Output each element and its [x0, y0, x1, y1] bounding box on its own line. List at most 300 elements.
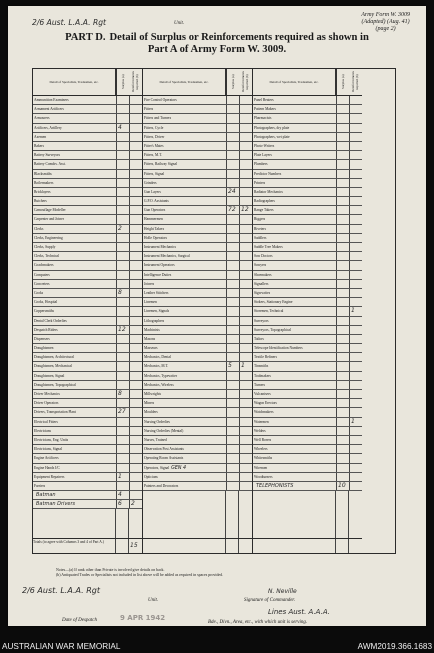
archive-caption: AUSTRALIAN WAR MEMORIAL [2, 642, 121, 651]
trade-name [143, 142, 227, 150]
surplus-value [337, 445, 350, 453]
trade-label: Saw Doctors [254, 254, 273, 259]
table-row [253, 234, 362, 243]
trade-label: Sawyers [254, 263, 267, 268]
reinforcement-value [130, 160, 142, 168]
trade-name [143, 298, 227, 306]
trade-name [143, 344, 227, 352]
trade-name [33, 335, 117, 343]
reinforcement-value [350, 124, 362, 132]
surplus-value [117, 344, 130, 352]
table-row [143, 372, 252, 381]
blank-cell [129, 509, 141, 538]
trade-name [33, 124, 117, 132]
reinforcement-value [350, 427, 362, 435]
trade-label: Instrument Mechanics, Surgical [144, 254, 190, 259]
reinforcement-value [240, 317, 252, 325]
reinforcement-value [240, 445, 252, 453]
surplus-value [227, 372, 240, 380]
table-row [143, 464, 252, 473]
trade-name [33, 225, 117, 233]
table-block-2 [143, 69, 253, 553]
trade-name [33, 142, 117, 150]
surplus-value [337, 372, 350, 380]
trade-label: Printers [254, 180, 266, 185]
surplus-value [117, 326, 130, 334]
blank-cell [116, 509, 129, 538]
trade-label: Textile Refiners [254, 355, 277, 360]
trade-name [143, 280, 227, 288]
reinforcement-value [350, 114, 362, 122]
table-row [143, 399, 252, 408]
surplus-value [227, 151, 240, 159]
trade-name [253, 234, 337, 242]
reinforcement-value [130, 271, 142, 279]
blank-cell [33, 509, 116, 538]
trade-label: Mechanics, Wireless [144, 382, 174, 387]
surplus-value [227, 326, 240, 334]
trade-name [253, 307, 337, 315]
reinforcement-value [240, 353, 252, 361]
reinforcement-value [350, 482, 362, 490]
reinforcement-value [130, 454, 142, 462]
reinforcement-value [130, 399, 142, 407]
trade-label: Pharmacists [254, 116, 272, 121]
surplus-value [117, 142, 130, 150]
trade-name [143, 381, 227, 389]
trade-name [143, 105, 227, 113]
trade-name [33, 151, 117, 159]
surplus-value [227, 335, 240, 343]
surplus-value [227, 170, 240, 178]
trade-name [143, 445, 227, 453]
table-row [33, 243, 142, 252]
trade-label: Fitters [144, 107, 154, 112]
table-row [253, 390, 362, 399]
trade-label: Concreters [34, 281, 50, 286]
table-row [33, 427, 142, 436]
reinforcement-value [350, 133, 362, 141]
surplus-value [227, 436, 240, 444]
trade-label: Wheelers [254, 447, 268, 452]
surplus-value [227, 353, 240, 361]
trade-name [143, 261, 227, 269]
trade-name [143, 482, 227, 490]
surplus-value [337, 298, 350, 306]
trade-label: Turners [254, 382, 266, 387]
header-reinforcements: Reinforcements required (b) [241, 71, 249, 93]
surplus-value [337, 142, 350, 150]
trade-label: Draughtsmen, Mechanical [34, 364, 72, 369]
surplus-number: 6 [118, 500, 122, 508]
table-row [33, 335, 142, 344]
surplus-value [337, 252, 350, 260]
header-surplus: Surplus (a) [336, 69, 349, 95]
trade-label: Draughtsmen, Architectural [34, 355, 74, 360]
table-row [253, 408, 362, 417]
table-row [253, 436, 362, 445]
trade-name [253, 206, 337, 214]
table-row [143, 436, 252, 445]
surplus-value [117, 271, 130, 279]
surplus-value [337, 206, 350, 214]
trade-name [143, 160, 227, 168]
trade-name [143, 427, 227, 435]
trade-label: Storemen, Technical [254, 309, 284, 314]
note-a: Notes—(a) If rank other than Private is involved give details on back. [56, 568, 165, 572]
surplus-value [227, 307, 240, 315]
reinforcement-value [130, 317, 142, 325]
table-row [253, 298, 362, 307]
trade-label: Farriers [34, 483, 46, 488]
reinforcement-value [130, 243, 142, 251]
table-row [143, 454, 252, 463]
table-row [143, 96, 252, 105]
trade-name [33, 418, 117, 426]
surplus-value [117, 473, 130, 481]
reinforcement-value [130, 362, 142, 370]
trade-name [253, 454, 337, 462]
reinforcement-value [130, 124, 142, 132]
trade-name [253, 390, 337, 398]
surplus-value [117, 179, 130, 187]
trade-name [253, 133, 337, 141]
header-surplus: Surplus (a) [226, 69, 239, 95]
table-row [33, 142, 142, 151]
reinforcement-value [350, 307, 362, 315]
surplus-value [337, 353, 350, 361]
reinforcement-value [350, 142, 362, 150]
table-row [253, 206, 362, 215]
surplus-value [117, 96, 130, 104]
reinforcement-value [350, 473, 362, 481]
reinforcement-value [240, 133, 252, 141]
reinforcement-value [240, 96, 252, 104]
trade-name [253, 344, 337, 352]
table-row [143, 170, 252, 179]
table-row [33, 289, 142, 298]
table-row [253, 344, 362, 353]
surplus-number: 24 [228, 187, 236, 195]
totals-reinforcements [349, 539, 361, 553]
totals-surplus [336, 539, 349, 553]
reinforcement-number: 1 [351, 417, 355, 425]
trade-name [143, 225, 227, 233]
table-row [143, 151, 252, 160]
trade-label: Height Takers [144, 226, 165, 231]
surplus-value [117, 206, 130, 214]
totals-reinforcements [129, 539, 141, 553]
table-row [143, 215, 252, 224]
trade-name [143, 96, 227, 104]
reinforcement-value [240, 179, 252, 187]
reinforcement-value [350, 252, 362, 260]
trade-label: Telescope Identification Numbers [254, 346, 303, 351]
trade-name [33, 252, 117, 260]
reinforcement-value [240, 252, 252, 260]
trade-label: Mechanics, Dental [144, 355, 171, 360]
table-row [33, 418, 142, 427]
blank-space [143, 491, 252, 538]
reinforcement-value [130, 307, 142, 315]
trade-name [33, 206, 117, 214]
surplus-value [337, 335, 350, 343]
trade-label: Electricians, Signal [34, 447, 62, 452]
trade-name [143, 215, 227, 223]
table-row [143, 445, 252, 454]
trade-label: Gun Operators [144, 208, 166, 213]
trade-label: Coachmakers [34, 263, 54, 268]
surplus-value [117, 500, 130, 508]
column-header-row [143, 69, 252, 96]
surplus-number: 10 [338, 481, 346, 489]
table-row [143, 252, 252, 261]
surplus-value [337, 170, 350, 178]
reinforcement-value [350, 454, 362, 462]
surplus-value [117, 390, 130, 398]
trade-name [253, 124, 337, 132]
surplus-value [337, 399, 350, 407]
part-label: PART D. [65, 32, 106, 43]
trade-name [143, 179, 227, 187]
totals-row [143, 538, 252, 553]
trade-name [33, 362, 117, 370]
surplus-value [227, 427, 240, 435]
surplus-value [227, 124, 240, 132]
trade-label: Ammunition Examiners [34, 98, 69, 102]
trade-name [33, 317, 117, 325]
trade-label: Well Borers [254, 437, 272, 442]
table-row [33, 105, 142, 114]
table-row [253, 482, 362, 491]
surplus-value [227, 105, 240, 113]
surplus-value [117, 105, 130, 113]
trade-name [253, 179, 337, 187]
table-row [253, 464, 362, 473]
table-row [143, 105, 252, 114]
title-line-2: Part A of Army Form W. 3009. [147, 44, 287, 55]
surplus-value [227, 418, 240, 426]
reinforcement-value [240, 188, 252, 196]
table-row [143, 317, 252, 326]
trade-name [143, 170, 227, 178]
table-row [253, 96, 362, 105]
trade-label: Despatch Riders [34, 327, 58, 332]
surplus-value [337, 390, 350, 398]
trade-name [143, 197, 227, 205]
surplus-value [337, 473, 350, 481]
totals-reinforcements [239, 539, 251, 553]
trade-label: Driver Mechanics [34, 392, 60, 396]
trade-label: Cooks, Hospital [34, 300, 58, 305]
surplus-value [337, 151, 350, 159]
trade-label: Woodturners [254, 474, 273, 479]
reinforcement-value [130, 206, 142, 214]
table-row [33, 160, 142, 169]
trade-name [253, 280, 337, 288]
table-row [33, 252, 142, 261]
trade-label: Shoemakers [254, 272, 272, 277]
trade-name [143, 234, 227, 242]
trade-label: Clerks [34, 226, 44, 231]
trade-name [143, 362, 227, 370]
reinforcement-value [130, 234, 142, 242]
table-row [33, 271, 142, 280]
surplus-number: 8 [118, 390, 122, 397]
trade-name [143, 408, 227, 416]
surplus-number: 2 [118, 224, 122, 232]
rows-col3 [253, 96, 362, 491]
reinforcement-value [240, 234, 252, 242]
trade-label: Fitters, Railway Signal [144, 162, 178, 167]
reinforcement-value [240, 170, 252, 178]
trade-label: Vulcanisers [254, 392, 271, 396]
trade-label: Photographers, wet plate [254, 134, 290, 139]
surplus-value [117, 418, 130, 426]
trade-label: Photographers, dry plate [254, 125, 290, 130]
table-row [33, 170, 142, 179]
trade-name [33, 188, 117, 196]
surplus-value [227, 298, 240, 306]
reinforcement-value [350, 317, 362, 325]
table-row [33, 188, 142, 197]
reinforcement-value [350, 151, 362, 159]
trade-name [33, 261, 117, 269]
rows-col1 [33, 96, 142, 509]
table-row [33, 399, 142, 408]
table-row [143, 114, 252, 123]
reinforcement-value [240, 326, 252, 334]
trade-name [143, 353, 227, 361]
table-row [143, 298, 252, 307]
table-row [253, 188, 362, 197]
trade-name [33, 160, 117, 168]
table-row [33, 482, 142, 491]
trade-name [33, 381, 117, 389]
trade-name [33, 445, 117, 453]
trade-label: Butchers [34, 199, 47, 204]
trade-name [253, 408, 337, 416]
table-row [33, 491, 142, 500]
table-row [253, 289, 362, 298]
surplus-value [227, 473, 240, 481]
reinforcement-value [130, 491, 142, 499]
surplus-value [117, 124, 130, 132]
date-stamp: 9 APR 1942 [120, 614, 166, 622]
reinforcement-value [350, 335, 362, 343]
surplus-value [117, 445, 130, 453]
surplus-value [227, 408, 240, 416]
surplus-value [337, 464, 350, 472]
header-reinforcements: Reinforcements required (b) [351, 71, 359, 93]
table-row [253, 252, 362, 261]
reinforcement-value [130, 170, 142, 178]
reinforcement-value [240, 408, 252, 416]
surplus-value [337, 261, 350, 269]
table-row [33, 390, 142, 399]
surplus-number: 4 [118, 491, 122, 499]
reinforcement-value [130, 427, 142, 435]
table-row [143, 179, 252, 188]
reinforcement-number: 2 [131, 500, 135, 508]
trade-label: Coppersmiths [34, 309, 54, 314]
table-row [33, 500, 142, 509]
trade-name [33, 399, 117, 407]
trade-label: Fitter's Mates [144, 143, 164, 148]
table-row [253, 307, 362, 316]
surplus-value [227, 390, 240, 398]
table-row [143, 482, 252, 491]
trade-label: Nursing Orderlies (Mental) [144, 428, 184, 433]
trade-label: Moulders [144, 410, 158, 415]
blank-cell [239, 491, 251, 538]
reinforcement-value [130, 280, 142, 288]
reinforcement-value [350, 399, 362, 407]
reinforcement-value [350, 289, 362, 297]
trade-name [33, 105, 117, 113]
reinforcement-value [240, 427, 252, 435]
blank-cell [336, 491, 349, 538]
table-row [33, 408, 142, 417]
trade-name [33, 491, 117, 499]
reinforcement-value [130, 197, 142, 205]
reinforcement-value [240, 271, 252, 279]
table-row [253, 197, 362, 206]
trade-name [253, 271, 337, 279]
reinforcement-value [240, 418, 252, 426]
table-row [143, 353, 252, 362]
trade-label: Pattern Makers [254, 107, 276, 112]
trade-label: Engine Hands I/C [34, 465, 60, 470]
surplus-value [337, 344, 350, 352]
reinforcement-value [240, 362, 252, 370]
totals-label [143, 539, 226, 553]
table-row [253, 124, 362, 133]
table-row [33, 280, 142, 289]
trade-name [143, 271, 227, 279]
surplus-value [227, 133, 240, 141]
form-title [8, 32, 426, 56]
trade-name [33, 289, 117, 297]
trade-label: Fitters, M.T. [144, 153, 162, 158]
reinforcement-value [240, 114, 252, 122]
trade-label: Dispensers [34, 336, 50, 341]
surplus-value [117, 197, 130, 205]
surplus-value [227, 252, 240, 260]
surplus-value [117, 160, 130, 168]
surplus-value [227, 96, 240, 104]
reinforcement-value [350, 225, 362, 233]
trade-label: Miners [144, 401, 155, 406]
trade-label: Whitesmiths [254, 456, 273, 461]
trade-label: Wiremen [254, 465, 268, 470]
table-row [143, 335, 252, 344]
surplus-value [117, 381, 130, 389]
blank-space [253, 491, 362, 538]
trade-name [143, 133, 227, 141]
archive-id: AWM2019.366.1683 [357, 642, 432, 651]
reinforcement-value [240, 215, 252, 223]
reinforcement-value [350, 179, 362, 187]
trade-label: Masons [144, 336, 156, 341]
trade-label: Tailors [254, 336, 264, 341]
trade-label: Operating Room Assistants [144, 456, 184, 461]
trade-name [33, 473, 117, 481]
form-page [8, 6, 426, 626]
surplus-number: 27 [118, 408, 126, 416]
trade-name [33, 215, 117, 223]
surplus-value [337, 188, 350, 196]
